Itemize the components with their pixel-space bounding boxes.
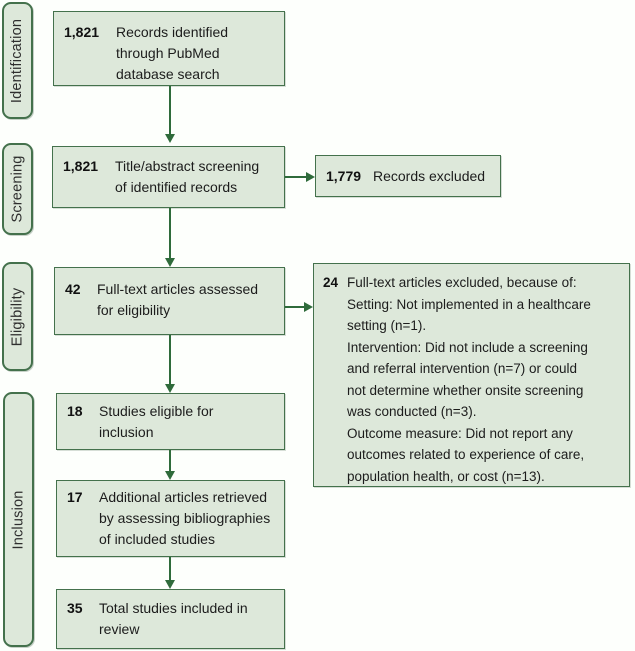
stage-label-eligibility xyxy=(2,262,33,371)
arrow-fulltext-to-eligible xyxy=(169,335,171,384)
box-records-excluded xyxy=(315,155,501,197)
stage-label-screening-text: Screening xyxy=(9,155,26,223)
arrow-fulltext-to-fulltext-excluded xyxy=(285,306,304,308)
box-fulltext-assessed-text: Full-text articles assessed for eligibility xyxy=(97,281,259,318)
arrow-eligible-to-additional xyxy=(169,450,171,471)
box-total-included-text: Total studies included in review xyxy=(99,600,248,637)
count-additional-articles: 17 xyxy=(67,489,83,505)
count-records-excluded: 1,779 xyxy=(326,168,362,184)
box-total-included xyxy=(56,589,285,649)
count-total-included: 35 xyxy=(67,600,83,616)
arrow-screening-to-fulltext xyxy=(169,208,171,258)
box-records-excluded-text: Records excluded xyxy=(373,168,486,184)
box-fulltext-assessed xyxy=(54,267,285,335)
count-fulltext-assessed: 42 xyxy=(65,281,81,297)
box-additional-articles xyxy=(56,480,285,557)
stage-label-identification-text: Identification xyxy=(9,18,26,103)
stage-label-inclusion-text: Inclusion xyxy=(10,489,27,550)
stage-label-inclusion xyxy=(3,392,34,647)
box-fulltext-excluded-text: Full-text articles excluded, because of: Setting: Not implemented in a healthcare setting (n=1). Intervention: Did not include a screening and referral intervention (n=7) or could not determine whether onsite screening was conducted (n=3). Outcome measure: Did not report any outcomes related to experience of care, population health, or cost (n=13). xyxy=(347,275,591,484)
stage-label-identification xyxy=(2,2,33,119)
box-studies-eligible xyxy=(56,393,285,450)
box-title-abstract-screening-text: Title/abstract screening of identified records xyxy=(115,158,260,195)
count-fulltext-excluded: 24 xyxy=(323,275,339,290)
box-studies-eligible-text: Studies eligible for inclusion xyxy=(99,403,214,440)
count-studies-eligible: 18 xyxy=(67,403,83,419)
box-records-identified xyxy=(53,11,285,86)
box-records-identified-text: Records identified through PubMed database search xyxy=(116,24,229,82)
arrow-additional-to-total xyxy=(169,557,171,580)
box-fulltext-excluded xyxy=(313,263,630,487)
count-records-identified: 1,821 xyxy=(64,24,100,40)
box-title-abstract-screening xyxy=(52,146,285,208)
box-additional-articles-text: Additional articles retrieved by assessing bibliographies of included studies xyxy=(99,489,271,547)
arrow-screening-to-records-excluded xyxy=(285,176,306,178)
stage-label-eligibility-text: Eligibility xyxy=(9,287,26,346)
count-title-abstract-screening: 1,821 xyxy=(63,158,99,174)
stage-label-screening xyxy=(2,143,33,235)
arrow-identified-to-screening xyxy=(169,86,171,134)
